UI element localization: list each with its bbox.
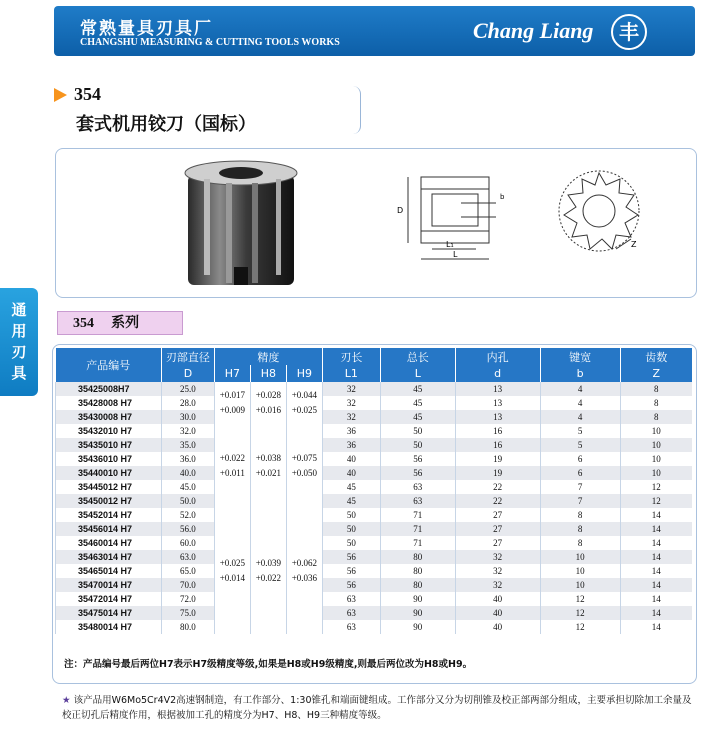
l-cell: 80 [380, 550, 455, 564]
table-row [56, 522, 693, 536]
tolerance-lower: +0.021 [255, 468, 282, 478]
table-row [56, 564, 693, 578]
col-sym-H9: H9 [286, 365, 322, 382]
product-code-cell: 35452014 H7 [56, 508, 162, 522]
tolerance-upper: +0.075 [291, 453, 318, 463]
diameter-cell: 60.0 [161, 536, 214, 550]
l1-cell: 63 [322, 606, 380, 620]
product-code-cell: 35463014 H7 [56, 550, 162, 564]
teeth-cell: 14 [620, 508, 692, 522]
diameter-cell: 72.0 [161, 592, 214, 606]
diameter-cell: 63.0 [161, 550, 214, 564]
table-row [56, 536, 693, 550]
key-width-cell: 12 [540, 592, 620, 606]
table-row [56, 424, 693, 438]
series-number: 354 [73, 316, 94, 331]
col-sym-L: L [380, 365, 455, 382]
bore-cell: 40 [455, 606, 540, 620]
teeth-cell: 12 [620, 494, 692, 508]
tolerance-h9-cell [286, 424, 322, 508]
teeth-cell: 14 [620, 536, 692, 550]
col-header-l: 总长 [380, 348, 455, 365]
tolerance-lower: +0.036 [291, 573, 318, 583]
table-row [56, 606, 693, 620]
l-cell: 56 [380, 452, 455, 466]
tolerance-lower: +0.050 [291, 468, 318, 478]
bore-cell: 22 [455, 480, 540, 494]
key-width-cell: 5 [540, 438, 620, 452]
teeth-cell: 8 [620, 396, 692, 410]
diameter-cell: 50.0 [161, 494, 214, 508]
diameter-cell: 56.0 [161, 522, 214, 536]
bore-cell: 19 [455, 452, 540, 466]
teeth-cell: 14 [620, 620, 692, 634]
product-code-cell: 35480014 H7 [56, 620, 162, 634]
col-sym-Z: Z [620, 365, 692, 382]
l1-cell: 56 [322, 578, 380, 592]
product-code-cell: 35475014 H7 [56, 606, 162, 620]
diameter-cell: 30.0 [161, 410, 214, 424]
side-tab-char: 通 [11, 301, 27, 319]
tolerance-lower: +0.014 [219, 573, 246, 583]
col-header-diameter: 刃部直径 [161, 348, 214, 365]
dim-label-Z: Z [631, 240, 637, 249]
tolerance-upper: +0.044 [291, 390, 318, 400]
teeth-cell: 14 [620, 550, 692, 564]
tolerance-h8-cell [250, 508, 286, 634]
bore-cell: 32 [455, 564, 540, 578]
l-cell: 50 [380, 438, 455, 452]
l-cell: 90 [380, 620, 455, 634]
tolerance-lower: +0.016 [255, 405, 282, 415]
l1-cell: 40 [322, 452, 380, 466]
product-code-cell: 35428008 H7 [56, 396, 162, 410]
l-cell: 71 [380, 522, 455, 536]
tolerance-h7-cell [214, 382, 250, 424]
side-tab-char: 用 [11, 322, 27, 340]
bore-cell: 13 [455, 382, 540, 396]
key-width-cell: 10 [540, 564, 620, 578]
table-row [56, 452, 693, 466]
product-code-cell: 35440010 H7 [56, 466, 162, 480]
key-width-cell: 10 [540, 550, 620, 564]
teeth-cell: 8 [620, 410, 692, 424]
tolerance-h9-cell [286, 508, 322, 634]
l-cell: 56 [380, 466, 455, 480]
l-cell: 80 [380, 578, 455, 592]
teeth-cell: 14 [620, 564, 692, 578]
table-row [56, 592, 693, 606]
company-header [54, 6, 695, 56]
key-width-cell: 4 [540, 410, 620, 424]
product-code-cell: 35472014 H7 [56, 592, 162, 606]
dim-label-L1: L₁ [446, 240, 454, 249]
title-arrow-icon [54, 88, 67, 102]
product-code-cell: 35425008H7 [56, 382, 162, 396]
tolerance-lower: +0.011 [219, 468, 245, 478]
table-row [56, 466, 693, 480]
key-width-cell: 5 [540, 424, 620, 438]
diameter-cell: 45.0 [161, 480, 214, 494]
bore-cell: 22 [455, 494, 540, 508]
product-code-cell: 35430008 H7 [56, 410, 162, 424]
diameter-cell: 65.0 [161, 564, 214, 578]
tolerance-upper: +0.038 [255, 453, 282, 463]
spec-table-body [56, 382, 693, 634]
bore-cell: 27 [455, 508, 540, 522]
teeth-cell: 10 [620, 452, 692, 466]
diameter-cell: 36.0 [161, 452, 214, 466]
table-row [56, 480, 693, 494]
col-sym-D: D [161, 365, 214, 382]
l1-cell: 63 [322, 592, 380, 606]
l-cell: 90 [380, 606, 455, 620]
tolerance-upper: +0.025 [219, 558, 246, 568]
table-row [56, 550, 693, 564]
product-code-cell: 35470014 H7 [56, 578, 162, 592]
tolerance-h7-cell [214, 424, 250, 508]
end-view-drawing [559, 171, 639, 251]
teeth-cell: 14 [620, 606, 692, 620]
col-sym-H7: H7 [214, 365, 250, 382]
tolerance-lower: +0.022 [255, 573, 282, 583]
product-title: 套式机用铰刀（国标） [76, 114, 256, 135]
table-row [56, 508, 693, 522]
l1-cell: 32 [322, 382, 380, 396]
l-cell: 50 [380, 424, 455, 438]
teeth-cell: 14 [620, 592, 692, 606]
l1-cell: 45 [322, 494, 380, 508]
tolerance-h8-cell [250, 382, 286, 424]
product-description [62, 693, 692, 723]
brand-logo-icon: 丰 [611, 14, 647, 50]
product-code-cell: 35432010 H7 [56, 424, 162, 438]
l-cell: 45 [380, 382, 455, 396]
bore-cell: 16 [455, 438, 540, 452]
tolerance-upper: +0.022 [219, 453, 246, 463]
product-code-cell: 35445012 H7 [56, 480, 162, 494]
l1-cell: 50 [322, 522, 380, 536]
table-row [56, 382, 693, 396]
teeth-cell: 10 [620, 466, 692, 480]
key-width-cell: 8 [540, 536, 620, 550]
l1-cell: 63 [322, 620, 380, 634]
col-sym-b: b [540, 365, 620, 382]
tolerance-h7-cell [214, 508, 250, 634]
l1-cell: 50 [322, 536, 380, 550]
diameter-cell: 80.0 [161, 620, 214, 634]
side-tab-char: 刃 [11, 343, 27, 361]
key-width-cell: 8 [540, 508, 620, 522]
col-header-code: 产品编号 [56, 348, 162, 382]
l-cell: 63 [380, 480, 455, 494]
teeth-cell: 12 [620, 480, 692, 494]
teeth-cell: 10 [620, 438, 692, 452]
diameter-cell: 40.0 [161, 466, 214, 480]
table-row [56, 438, 693, 452]
l1-cell: 45 [322, 480, 380, 494]
diameter-cell: 25.0 [161, 382, 214, 396]
teeth-cell: 8 [620, 382, 692, 396]
col-header-precision: 精度 [214, 348, 322, 365]
key-width-cell: 6 [540, 466, 620, 480]
product-code-cell: 35465014 H7 [56, 564, 162, 578]
l1-cell: 56 [322, 564, 380, 578]
company-name-cn: 常熟量具刃具厂 [80, 19, 213, 39]
diameter-cell: 32.0 [161, 424, 214, 438]
dim-label-D: D [397, 206, 404, 215]
bore-cell: 40 [455, 620, 540, 634]
key-width-cell: 12 [540, 620, 620, 634]
series-label [57, 311, 183, 335]
bore-cell: 13 [455, 410, 540, 424]
diameter-cell: 70.0 [161, 578, 214, 592]
spec-table [55, 348, 692, 634]
product-code-cell: 35436010 H7 [56, 452, 162, 466]
key-width-cell: 6 [540, 452, 620, 466]
side-tab-char: 具 [11, 364, 27, 382]
diameter-cell: 52.0 [161, 508, 214, 522]
l-cell: 90 [380, 592, 455, 606]
reamer-photo [185, 161, 297, 285]
teeth-cell: 14 [620, 578, 692, 592]
key-width-cell: 7 [540, 480, 620, 494]
bore-cell: 27 [455, 536, 540, 550]
tolerance-h9-cell [286, 382, 322, 424]
tolerance-upper: +0.039 [255, 558, 282, 568]
tolerance-upper: +0.017 [219, 390, 246, 400]
diameter-cell: 28.0 [161, 396, 214, 410]
bore-cell: 40 [455, 592, 540, 606]
tolerance-upper: +0.028 [255, 390, 282, 400]
description-text: 该产品用W6Mo5Cr4V2高速钢制造，有工作部分、1:30锥孔和端面键组成。工作部分又分为切削锥及校正部两部分组成，主要承担切除加工余量及校正切孔后精度作用，根据被加工孔的精度分为H7、H8、H9三种精度等级。 [62, 695, 692, 721]
dim-label-L: L [453, 250, 458, 259]
col-sym-d: d [455, 365, 540, 382]
l1-cell: 36 [322, 424, 380, 438]
teeth-cell: 14 [620, 522, 692, 536]
l-cell: 71 [380, 536, 455, 550]
bore-cell: 13 [455, 396, 540, 410]
l1-cell: 50 [322, 508, 380, 522]
key-width-cell: 8 [540, 522, 620, 536]
key-width-cell: 12 [540, 606, 620, 620]
l-cell: 80 [380, 564, 455, 578]
product-number: 354 [74, 84, 101, 104]
l1-cell: 56 [322, 550, 380, 564]
company-name-en: CHANGSHU MEASURING & CUTTING TOOLS WORKS [80, 37, 340, 48]
table-row [56, 410, 693, 424]
tolerance-lower: +0.009 [219, 405, 246, 415]
bore-cell: 27 [455, 522, 540, 536]
bore-cell: 16 [455, 424, 540, 438]
l1-cell: 40 [322, 466, 380, 480]
tolerance-h8-cell [250, 424, 286, 508]
teeth-cell: 10 [620, 424, 692, 438]
brand-name: Chang Liang [473, 18, 594, 43]
diameter-cell: 35.0 [161, 438, 214, 452]
product-code-cell: 35456014 H7 [56, 522, 162, 536]
product-code-cell: 35435010 H7 [56, 438, 162, 452]
col-sym-H8: H8 [250, 365, 286, 382]
col-header-d: 内孔 [455, 348, 540, 365]
l-cell: 45 [380, 396, 455, 410]
table-row [56, 396, 693, 410]
tolerance-lower: +0.025 [291, 405, 318, 415]
l-cell: 63 [380, 494, 455, 508]
col-header-l1: 刃长 [322, 348, 380, 365]
tolerance-upper: +0.062 [291, 558, 318, 568]
l1-cell: 36 [322, 438, 380, 452]
l1-cell: 32 [322, 410, 380, 424]
col-header-z: 齿数 [620, 348, 692, 365]
bore-cell: 19 [455, 466, 540, 480]
product-code-cell: 35450012 H7 [56, 494, 162, 508]
category-side-tab[interactable] [0, 288, 38, 396]
series-text: 系列 [111, 315, 140, 331]
dim-label-b: b [500, 193, 505, 201]
star-icon: ★ [62, 695, 71, 706]
col-sym-L1: L1 [322, 365, 380, 382]
diameter-cell: 75.0 [161, 606, 214, 620]
bore-cell: 32 [455, 578, 540, 592]
key-width-cell: 4 [540, 396, 620, 410]
l-cell: 71 [380, 508, 455, 522]
table-note: 注：产品编号最后两位H7表示H7级精度等级,如果是H8或H9级精度,则最后两位改为H8或H9。 [64, 659, 473, 670]
product-illustration [56, 149, 696, 297]
key-width-cell: 4 [540, 382, 620, 396]
table-row [56, 578, 693, 592]
l1-cell: 32 [322, 396, 380, 410]
l-cell: 45 [380, 410, 455, 424]
table-row [56, 620, 693, 634]
key-width-cell: 10 [540, 578, 620, 592]
key-width-cell: 7 [540, 494, 620, 508]
product-image-panel [55, 148, 697, 298]
table-row [56, 494, 693, 508]
col-header-b: 键宽 [540, 348, 620, 365]
product-code-cell: 35460014 H7 [56, 536, 162, 550]
bore-cell: 32 [455, 550, 540, 564]
